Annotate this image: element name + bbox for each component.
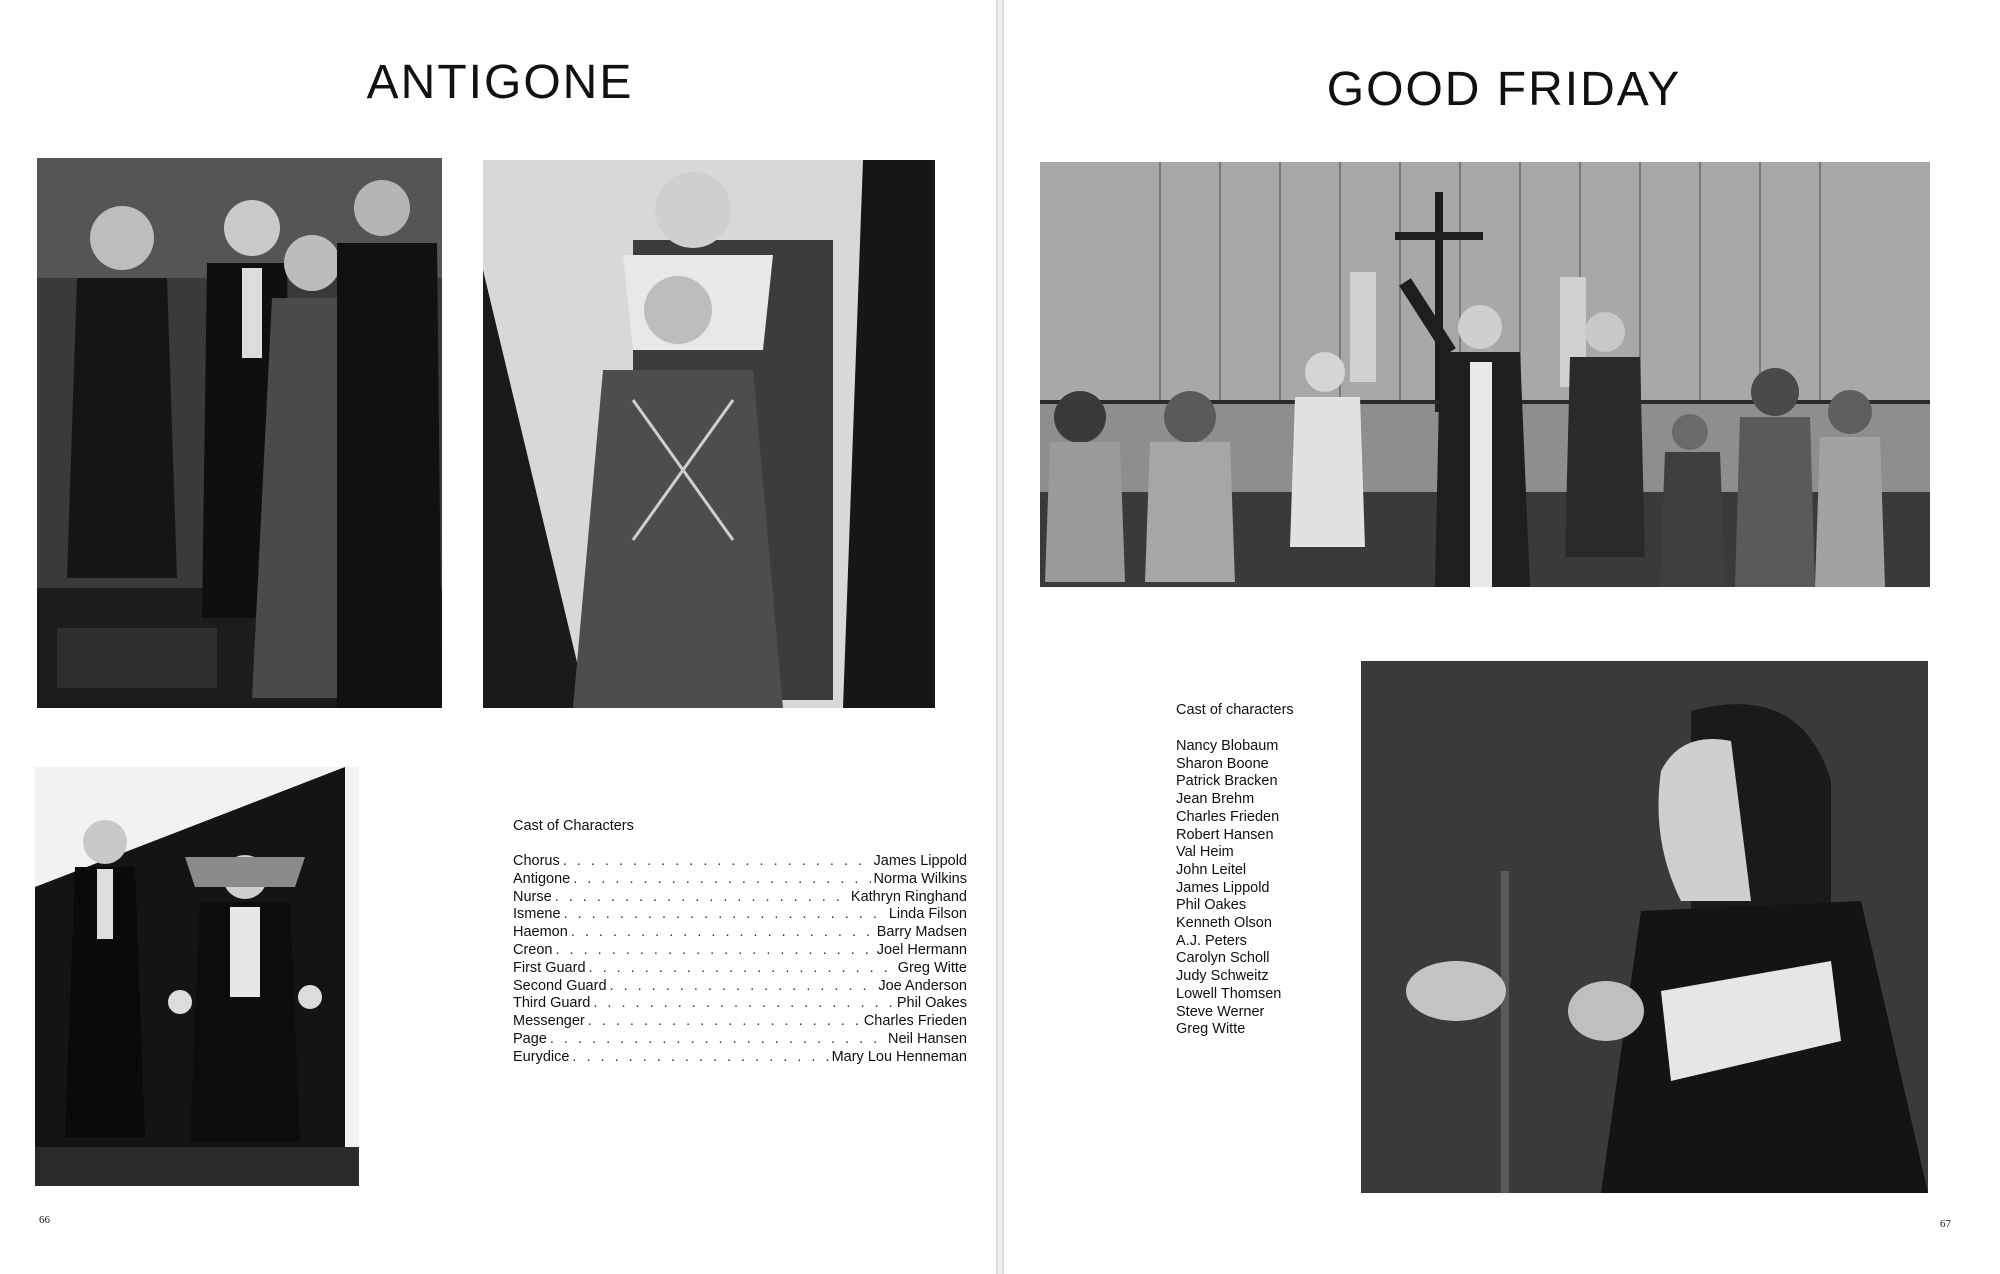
cast-name: James Lippold [1176, 879, 1270, 896]
cast-role: Chorus [513, 853, 560, 869]
cast-actor: Barry Madsen [876, 924, 967, 941]
cast-actor: Kathryn Ringhand [850, 888, 967, 905]
cast-actor: Norma Wilkins [873, 870, 967, 887]
cast-row [513, 906, 967, 924]
cast-row [513, 1013, 967, 1031]
cast-actor: Joe Anderson [878, 977, 967, 994]
cast-actor: Neil Hansen [888, 1030, 967, 1047]
cast-actor: Mary Lou Henneman [831, 1048, 967, 1065]
good-friday-cast-list [1176, 738, 1396, 1039]
cast-role: Third Guard [513, 995, 591, 1012]
cast-role: Messenger [513, 1013, 585, 1030]
cast-name: Charles Frieden [1176, 808, 1280, 825]
dot-leader [573, 871, 870, 889]
cast-name: Greg Witte [1176, 1021, 1246, 1038]
antigone-photo-guards [35, 767, 359, 1186]
cast-actor: Linda Filson [888, 906, 967, 923]
cast-row [513, 960, 967, 978]
dot-leader [550, 1031, 885, 1049]
good-friday-photo-stage-cross [1040, 162, 1930, 587]
cast-row [513, 924, 967, 942]
cast-name: Val Heim [1176, 844, 1234, 861]
antigone-cast-heading: Cast of Characters [513, 818, 634, 834]
cast-name: Lowell Thomsen [1176, 985, 1282, 1002]
dot-leader [563, 853, 871, 871]
dot-leader [610, 978, 876, 996]
cast-actor: Joel Hermann [876, 941, 967, 958]
cast-row [513, 889, 967, 907]
antigone-photo-nurse-antigone [483, 160, 935, 708]
cast-role: Second Guard [513, 977, 607, 994]
cast-name: Kenneth Olson [1176, 915, 1272, 932]
cast-name: John Leitel [1176, 861, 1247, 878]
dot-leader [556, 942, 874, 960]
cast-row [513, 1049, 967, 1067]
cast-name: Jean Brehm [1176, 791, 1255, 808]
cast-role: First Guard [513, 959, 586, 976]
dot-leader [588, 1013, 861, 1031]
cast-row [513, 995, 967, 1013]
cast-name: Robert Hansen [1176, 826, 1274, 843]
right-page [1004, 0, 2000, 1274]
cast-name: Judy Schweitz [1176, 968, 1269, 985]
cast-name: Steve Werner [1176, 1003, 1265, 1020]
page-title-antigone: ANTIGONE [366, 56, 634, 109]
cast-role: Antigone [513, 870, 571, 887]
left-page [0, 0, 996, 1274]
antigone-cast-list [513, 853, 967, 1067]
cast-actor: James Lippold [873, 853, 967, 869]
book-gutter [996, 0, 1004, 1274]
dot-leader [593, 995, 894, 1013]
cast-row [513, 942, 967, 960]
cast-actor: Phil Oakes [896, 995, 967, 1012]
page-number-left: 66 [39, 1214, 50, 1226]
cast-name: A.J. Peters [1176, 932, 1247, 949]
cast-name: Phil Oakes [1176, 897, 1247, 914]
cast-name: Nancy Blobaum [1176, 738, 1279, 754]
cast-row [513, 978, 967, 996]
cast-row [513, 853, 967, 871]
cast-role: Haemon [513, 924, 568, 941]
dot-leader [589, 960, 895, 978]
cast-actor: Charles Frieden [863, 1013, 967, 1030]
cast-role: Ismene [513, 906, 561, 923]
cast-name: Sharon Boone [1176, 755, 1269, 772]
cast-actor: Greg Witte [897, 959, 967, 976]
cast-role: Creon [513, 941, 553, 958]
dot-leader [571, 924, 874, 942]
good-friday-photo-speaker-closeup [1361, 661, 1928, 1193]
antigone-photo-chorus-group [37, 158, 442, 708]
dot-leader [555, 889, 848, 907]
cast-row [513, 871, 967, 889]
cast-role: Eurydice [513, 1048, 570, 1065]
cast-role: Page [513, 1030, 547, 1047]
page-title-good-friday: GOOD FRIDAY [1326, 63, 1682, 116]
cast-role: Nurse [513, 888, 552, 905]
dot-leader [564, 906, 886, 924]
dot-leader [572, 1049, 828, 1067]
cast-name: Carolyn Scholl [1176, 950, 1270, 967]
cast-name: Patrick Bracken [1176, 773, 1278, 790]
page-number-right: 67 [1940, 1218, 1951, 1230]
cast-row [513, 1031, 967, 1049]
good-friday-cast-heading: Cast of characters [1176, 702, 1294, 718]
